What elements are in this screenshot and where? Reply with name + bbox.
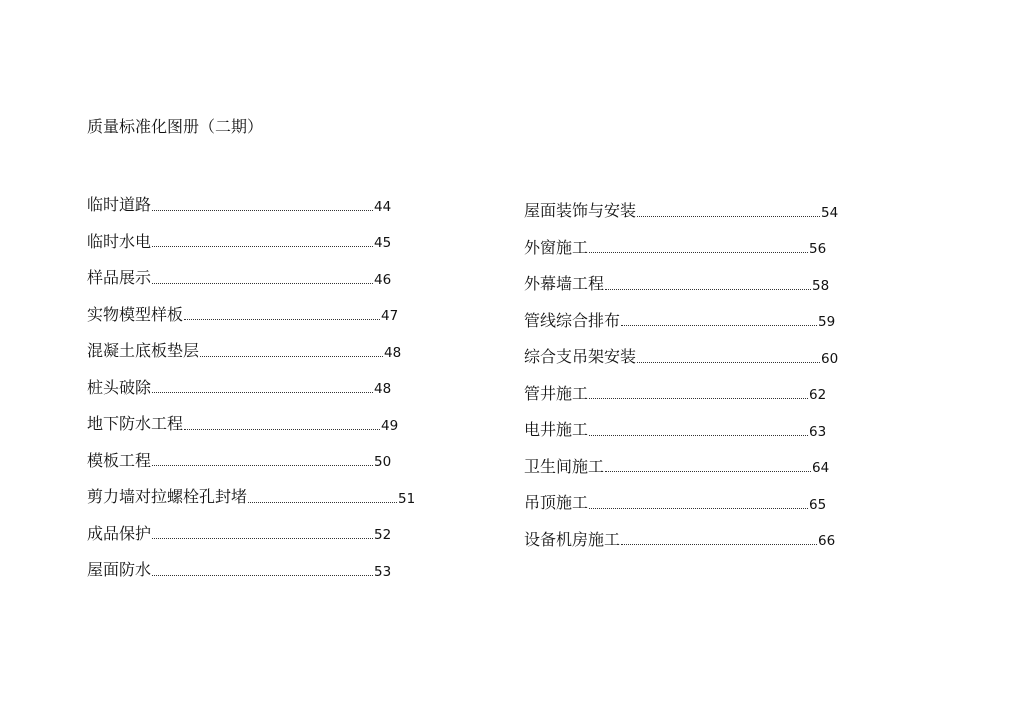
toc-entry-page: 59 bbox=[818, 314, 836, 331]
toc-entry-label: 样品展示 bbox=[87, 268, 152, 288]
toc-leader-dots bbox=[589, 435, 808, 436]
toc-entry-page: 50 bbox=[374, 454, 392, 471]
toc-leader-dots bbox=[621, 544, 817, 545]
toc-entry-label: 桩头破除 bbox=[87, 377, 152, 397]
toc-entry-page: 63 bbox=[809, 423, 827, 440]
toc-entry-label: 模板工程 bbox=[87, 450, 152, 470]
toc-leader-dots bbox=[637, 216, 820, 217]
toc-entry-page: 58 bbox=[812, 277, 830, 294]
toc-entry-label: 综合支吊架安装 bbox=[524, 347, 637, 367]
toc-entry-page: 45 bbox=[374, 235, 392, 252]
toc-entry[interactable] bbox=[87, 224, 415, 261]
toc-entry[interactable] bbox=[87, 333, 415, 370]
toc-leader-dots bbox=[152, 538, 373, 539]
toc-entry[interactable] bbox=[524, 412, 838, 449]
toc-leader-dots bbox=[589, 398, 808, 399]
toc-entry-label: 管井施工 bbox=[524, 383, 589, 403]
toc-entry[interactable] bbox=[524, 303, 838, 340]
toc-entry[interactable] bbox=[87, 552, 415, 589]
toc-entry-page: 46 bbox=[374, 271, 392, 288]
toc-entry-page: 54 bbox=[821, 204, 839, 221]
toc-leader-dots bbox=[605, 289, 811, 290]
toc-entry-label: 电井施工 bbox=[524, 420, 589, 440]
document-title: 质量标准化图册（二期） bbox=[87, 117, 264, 136]
toc-entry-page: 56 bbox=[809, 241, 827, 258]
toc-entry-label: 屋面装饰与安装 bbox=[524, 201, 637, 221]
toc-entry-label: 剪力墙对拉螺栓孔封堵 bbox=[87, 487, 248, 507]
toc-entry-page: 44 bbox=[374, 198, 392, 215]
toc-entry[interactable] bbox=[87, 297, 415, 334]
toc-entry[interactable] bbox=[524, 339, 838, 376]
toc-leader-dots bbox=[184, 319, 380, 320]
toc-entry-label: 混凝土底板垫层 bbox=[87, 341, 200, 361]
toc-leader-dots bbox=[589, 252, 808, 253]
toc-entry-label: 吊顶施工 bbox=[524, 493, 589, 513]
toc-entry-label: 外窗施工 bbox=[524, 237, 589, 257]
toc-left-column bbox=[87, 187, 415, 589]
toc-entry-label: 管线综合排布 bbox=[524, 310, 621, 330]
toc-leader-dots bbox=[200, 356, 383, 357]
toc-entry-page: 51 bbox=[398, 490, 416, 507]
toc-entry[interactable] bbox=[524, 485, 838, 522]
toc-entry-page: 66 bbox=[818, 533, 836, 550]
toc-leader-dots bbox=[621, 325, 817, 326]
toc-entry[interactable] bbox=[524, 266, 838, 303]
toc-entry[interactable] bbox=[524, 193, 838, 230]
toc-entry-page: 52 bbox=[374, 527, 392, 544]
toc-entry[interactable] bbox=[524, 449, 838, 486]
toc-entry-page: 47 bbox=[381, 308, 399, 325]
toc-leader-dots bbox=[589, 508, 808, 509]
toc-entry-page: 65 bbox=[809, 496, 827, 513]
toc-leader-dots bbox=[152, 246, 373, 247]
toc-entry-page: 64 bbox=[812, 460, 830, 477]
toc-entry[interactable] bbox=[87, 370, 415, 407]
toc-leader-dots bbox=[637, 362, 820, 363]
toc-entry-page: 48 bbox=[384, 344, 402, 361]
toc-entry-page: 60 bbox=[821, 350, 839, 367]
toc-entry[interactable] bbox=[87, 187, 415, 224]
toc-leader-dots bbox=[152, 283, 373, 284]
toc-entry-label: 地下防水工程 bbox=[87, 414, 184, 434]
toc-entry-label: 临时水电 bbox=[87, 231, 152, 251]
toc-entry[interactable] bbox=[87, 479, 415, 516]
toc-entry-label: 卫生间施工 bbox=[524, 456, 605, 476]
toc-entry-label: 设备机房施工 bbox=[524, 529, 621, 549]
toc-entry[interactable] bbox=[524, 522, 838, 559]
toc-leader-dots bbox=[152, 575, 373, 576]
toc-entry-label: 外幕墙工程 bbox=[524, 274, 605, 294]
toc-entry[interactable] bbox=[524, 376, 838, 413]
toc-right-column bbox=[524, 193, 838, 558]
toc-leader-dots bbox=[184, 429, 380, 430]
toc-entry[interactable] bbox=[87, 443, 415, 480]
toc-leader-dots bbox=[248, 502, 397, 503]
toc-leader-dots bbox=[605, 471, 811, 472]
toc-leader-dots bbox=[152, 210, 373, 211]
toc-leader-dots bbox=[152, 392, 373, 393]
toc-entry[interactable] bbox=[87, 516, 415, 553]
toc-entry[interactable] bbox=[524, 230, 838, 267]
toc-entry-label: 屋面防水 bbox=[87, 560, 152, 580]
toc-entry[interactable] bbox=[87, 260, 415, 297]
toc-leader-dots bbox=[152, 465, 373, 466]
toc-entry[interactable] bbox=[87, 406, 415, 443]
toc-entry-page: 49 bbox=[381, 417, 399, 434]
toc-entry-label: 成品保护 bbox=[87, 523, 152, 543]
toc-entry-page: 53 bbox=[374, 563, 392, 580]
toc-entry-page: 62 bbox=[809, 387, 827, 404]
toc-entry-label: 实物模型样板 bbox=[87, 304, 184, 324]
toc-entry-label: 临时道路 bbox=[87, 195, 152, 215]
toc-entry-page: 48 bbox=[374, 381, 392, 398]
